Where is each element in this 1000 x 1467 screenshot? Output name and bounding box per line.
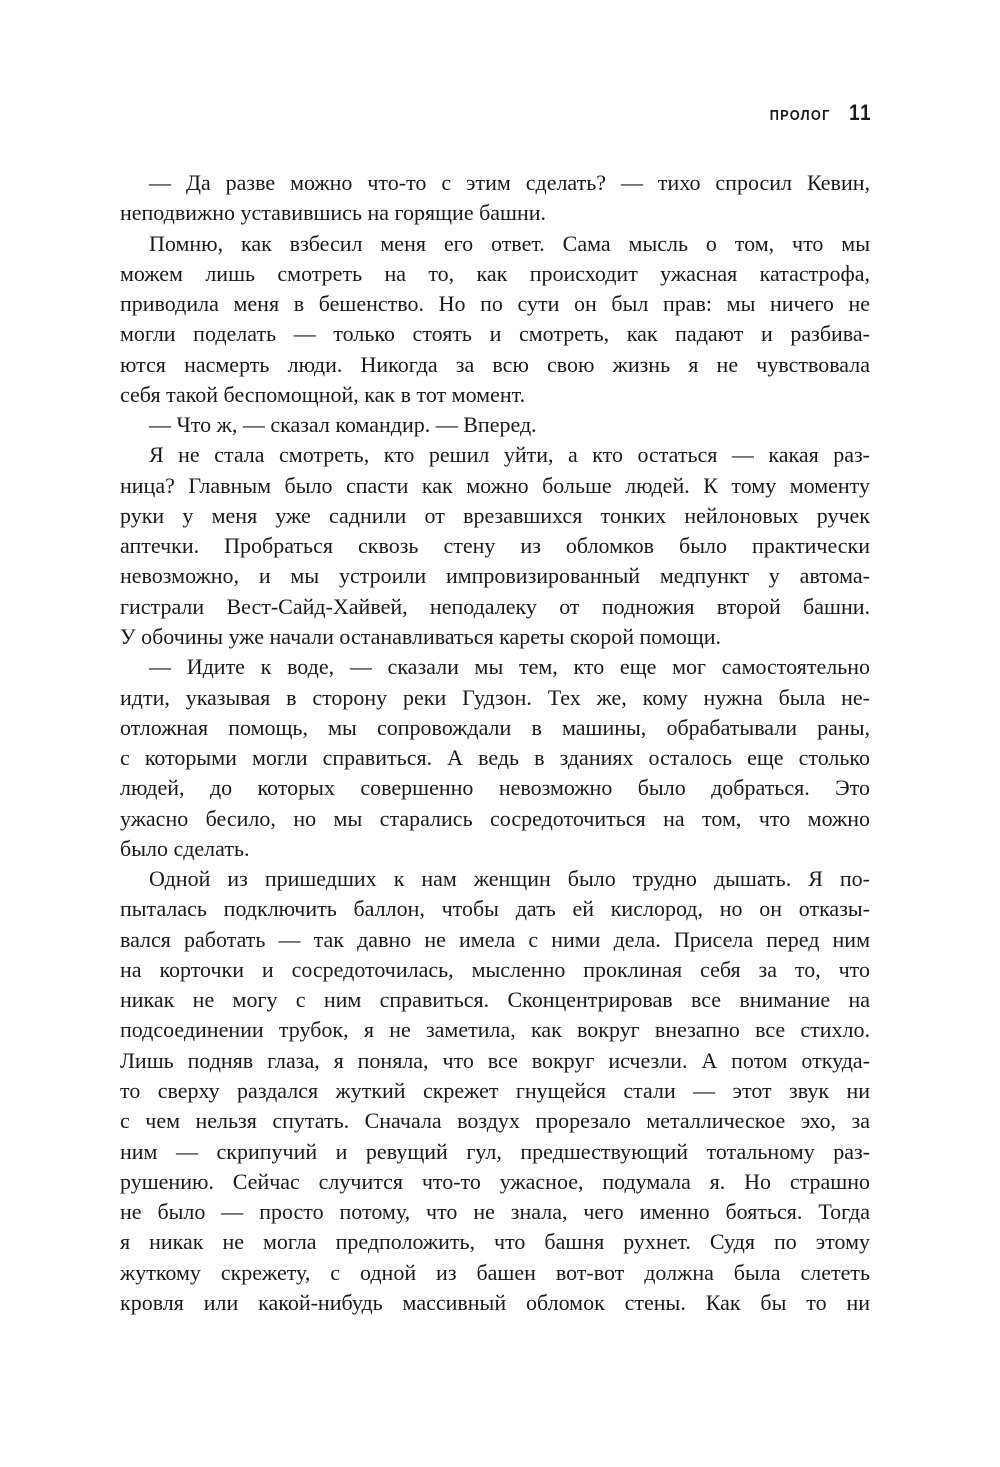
text-line: ужасно бесило, но мы старались сосредоточиться на том, что можно xyxy=(120,805,870,831)
text-line: ница? Главным было спасти как можно больше людей. К тому моменту xyxy=(120,472,870,498)
text-line: — Что ж, — сказал командир. — Вперед. xyxy=(149,412,537,438)
text-line: отложная помощь, мы сопровождали в машины, обрабатывали раны, xyxy=(120,714,870,740)
body-text xyxy=(120,168,870,1318)
text-line: жуткому скрежету, с одной из башен вот-вот должна была слететь xyxy=(120,1259,870,1285)
text-line: — Идите к воде, — сказали мы тем, кто еще мог самостоятельно xyxy=(149,654,870,680)
running-head xyxy=(759,100,872,126)
text-line: Одной из пришедших к нам женщин было трудно дышать. Я по- xyxy=(149,866,870,892)
text-line: ним — скрипучий и ревущий гул, предшествующий тотальному раз- xyxy=(120,1138,870,1164)
text-line: аптечки. Пробраться сквозь стену из обломков было практически xyxy=(120,533,870,559)
text-line: Лишь подняв глаза, я поняла, что все вокруг исчезли. А потом откуда- xyxy=(120,1047,870,1073)
text-line: никак не могу с ним справиться. Сконцентрировав все внимание на xyxy=(120,987,870,1013)
text-line: на корточки и сосредоточилась, мысленно проклиная себя за то, что xyxy=(120,956,870,982)
text-line: кровля или какой-нибудь массивный обломок стены. Как бы то ни xyxy=(120,1289,870,1315)
page-number: 11 xyxy=(848,100,872,125)
text-line: не было — просто потому, что не знала, чего именно бояться. Тогда xyxy=(120,1199,870,1225)
text-line: руки у меня уже саднили от врезавшихся тонких нейлоновых ручек xyxy=(120,502,870,528)
text-line: пыталась подключить баллон, чтобы дать ей кислород, но он отказы- xyxy=(120,896,870,922)
text-line: было сделать. xyxy=(120,835,250,861)
text-line: можем лишь смотреть на то, как происходит ужасная катастрофа, xyxy=(120,260,870,286)
text-line: неподвижно уставившись на горящие башни. xyxy=(120,200,547,226)
text-line: идти, указывая в сторону реки Гудзон. Тех же, кому нужна была не- xyxy=(120,684,870,710)
text-line: приводила меня в бешенство. Но по сути он был прав: мы ничего не xyxy=(120,291,870,317)
text-line: себя такой беспомощной, как в тот момент. xyxy=(120,381,526,407)
text-line: — Да разве можно что-то с этим сделать? — тихо спросил Кевин, xyxy=(149,170,870,195)
text-line: людей, до которых совершенно невозможно было добраться. Это xyxy=(120,775,870,801)
text-line: вался работать — так давно не имела с ними дела. Присела перед ним xyxy=(120,926,870,952)
text-line: У обочины уже начали останавливаться кареты скорой помощи. xyxy=(120,623,721,649)
section-title: ПРОЛОГ xyxy=(769,107,831,124)
text-line: Помню, как взбесил меня его ответ. Сама мысль о том, что мы xyxy=(149,230,870,256)
text-line: подсоединении трубок, я не заметила, как вокруг внезапно все стихло. xyxy=(120,1017,870,1043)
text-line: я никак не могла предположить, что башня рухнет. Судя по этому xyxy=(120,1229,870,1255)
text-line: с которыми могли справиться. А ведь в зданиях осталось еще столько xyxy=(120,745,870,771)
text-line: ются насмерть люди. Никогда за всю свою жизнь я не чувствовала xyxy=(120,351,870,377)
text-line: то сверху раздался жуткий скрежет гнущейся стали — этот звук ни xyxy=(120,1077,870,1103)
text-line: могли поделать — только стоять и смотреть, как падают и разбива- xyxy=(120,321,870,347)
text-line: рушению. Сейчас случится что-то ужасное, подумала я. Но страшно xyxy=(120,1168,870,1194)
text-line: Я не стала смотреть, кто решил уйти, а кто остаться — какая раз- xyxy=(149,442,870,468)
text-line: с чем нельзя спутать. Сначала воздух прорезало металлическое эхо, за xyxy=(120,1108,870,1134)
text-line: гистрали Вест-Сайд-Хайвей, неподалеку от подножия второй башни. xyxy=(120,593,870,619)
text-line: невозможно, и мы устроили импровизированный медпункт у автома- xyxy=(120,563,870,589)
